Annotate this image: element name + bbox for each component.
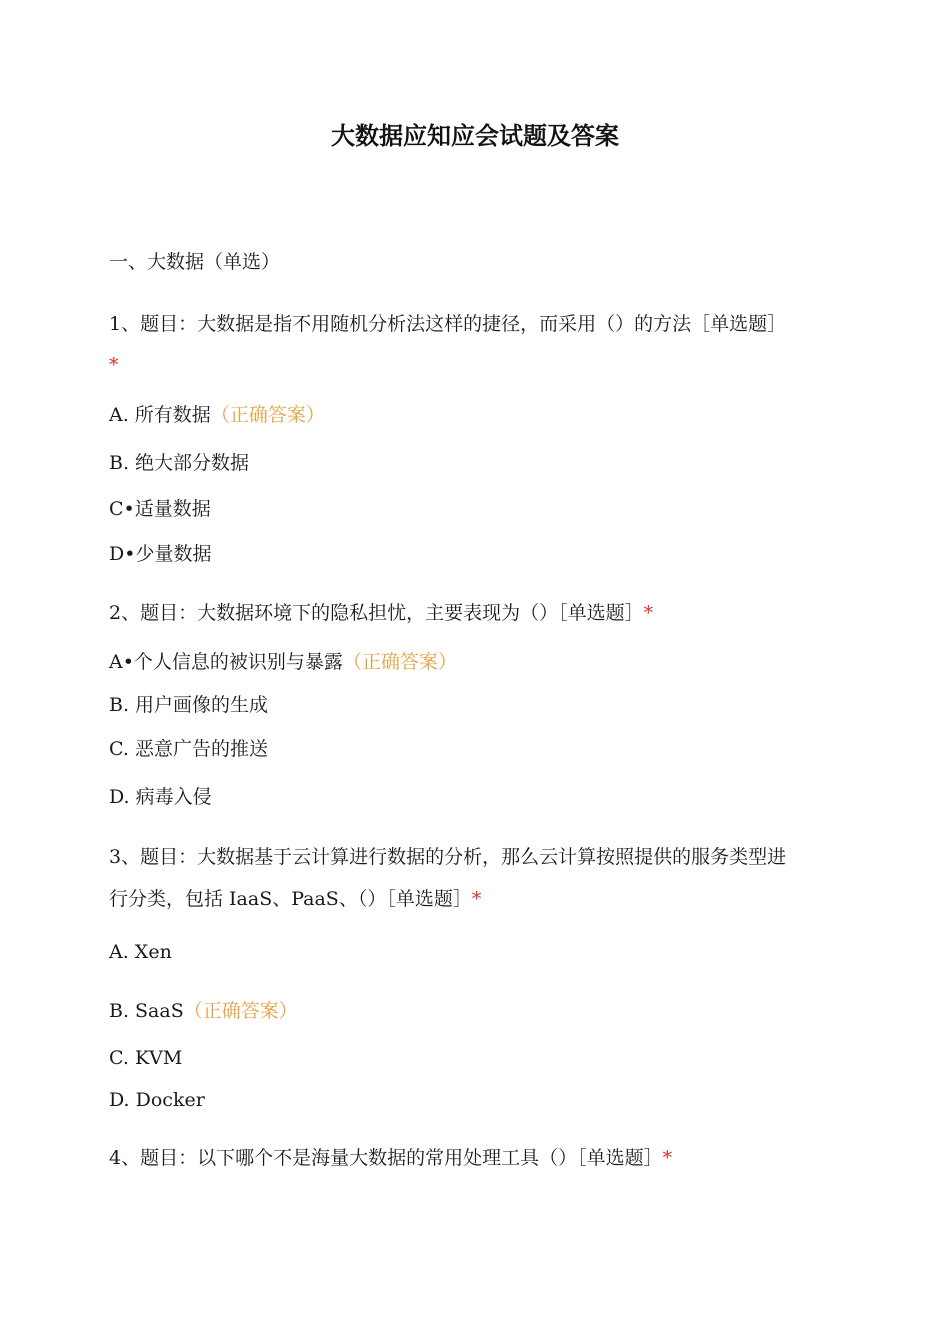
question-4-text bbox=[109, 1145, 672, 1171]
required-asterisk: * bbox=[471, 888, 482, 910]
question-3-line-2-row bbox=[109, 886, 481, 912]
question-1-line-1: 1、题目：大数据是指不用随机分析法这样的捷径，而采用（）的方法［单选题］ bbox=[109, 313, 787, 335]
question-1-option-c: C•适量数据 bbox=[109, 498, 211, 520]
question-3-option-c: C. KVM bbox=[109, 1047, 183, 1069]
question-2-line-1: 2、题目：大数据环境下的隐私担忧，主要表现为（）［单选题］ bbox=[109, 602, 644, 624]
question-1-option-a bbox=[109, 402, 325, 428]
option-label: A. 所有数据 bbox=[109, 404, 211, 426]
correct-answer-mark: （正确答案） bbox=[342, 651, 457, 673]
question-1-text bbox=[109, 311, 786, 337]
page-title: 大数据应知应会试题及答案 bbox=[331, 122, 619, 150]
question-2-option-b: B. 用户画像的生成 bbox=[109, 694, 269, 716]
question-2-text bbox=[109, 600, 653, 626]
required-asterisk: * bbox=[643, 602, 654, 624]
required-asterisk: * bbox=[662, 1147, 673, 1169]
correct-answer-mark: （正确答案） bbox=[210, 404, 325, 426]
question-2-option-c: C. 恶意广告的推送 bbox=[109, 738, 268, 760]
question-3-line-2: 行分类，包括 IaaS、PaaS、（）［单选题］ bbox=[109, 888, 472, 910]
question-2-option-d: D. 病毒入侵 bbox=[109, 786, 212, 808]
question-3-line-1: 3、题目：大数据基于云计算进行数据的分析，那么云计算按照提供的服务类型进 bbox=[109, 846, 787, 868]
question-3-option-d: D. Docker bbox=[109, 1089, 205, 1111]
option-label: B. SaaS bbox=[109, 1000, 184, 1022]
section-heading: 一、大数据（单选） bbox=[109, 251, 281, 273]
option-label: A•个人信息的被识别与暴露 bbox=[109, 651, 343, 673]
required-asterisk: * bbox=[109, 354, 119, 376]
question-3-option-b bbox=[109, 998, 298, 1024]
question-3-option-a: A. Xen bbox=[109, 941, 172, 963]
question-1-required-line bbox=[109, 352, 119, 378]
question-1-option-d: D•少量数据 bbox=[109, 543, 212, 565]
correct-answer-mark: （正确答案） bbox=[183, 1000, 298, 1022]
question-1-option-b: B. 绝大部分数据 bbox=[109, 452, 250, 474]
question-2-option-a bbox=[109, 649, 457, 675]
question-4-line-1: 4、题目：以下哪个不是海量大数据的常用处理工具（）［单选题］ bbox=[109, 1147, 663, 1169]
